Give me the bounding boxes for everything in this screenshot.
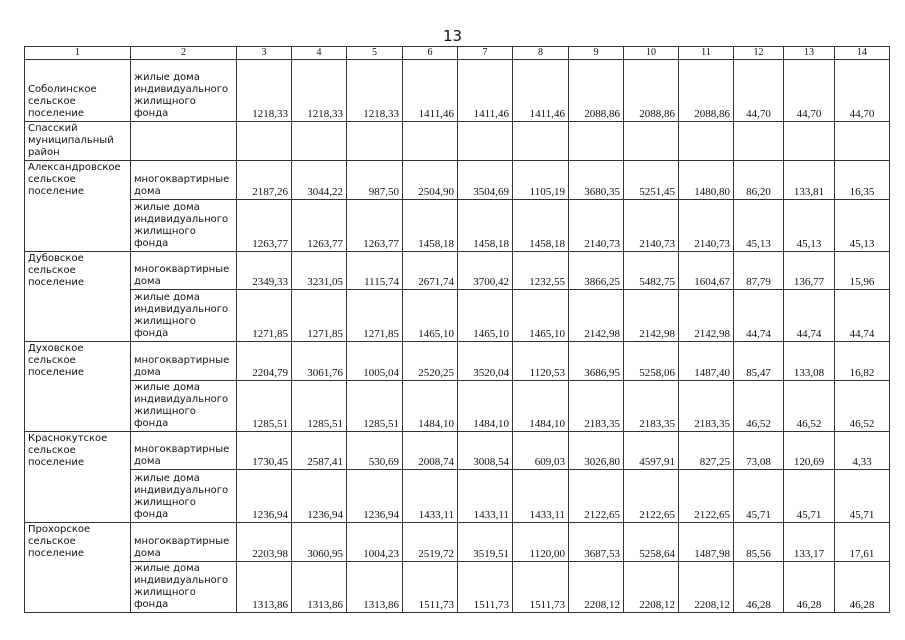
value-cell: 1232,55 <box>513 251 569 290</box>
table-row <box>25 431 890 470</box>
value-cell: 5251,45 <box>624 161 679 200</box>
value-cell: 46,52 <box>835 380 890 431</box>
value-cell <box>458 122 513 161</box>
value-cell: 3504,69 <box>458 161 513 200</box>
table-row <box>25 60 890 122</box>
value-cell: 3686,95 <box>569 342 624 381</box>
value-cell: 1487,98 <box>679 523 734 562</box>
value-cell: 1005,04 <box>347 342 403 381</box>
value-cell: 1285,51 <box>292 380 347 431</box>
table-row <box>25 251 890 290</box>
value-cell: 1411,46 <box>458 60 513 122</box>
value-cell: 2208,12 <box>569 561 624 612</box>
value-cell <box>292 122 347 161</box>
value-cell: 3520,04 <box>458 342 513 381</box>
value-cell: 3700,42 <box>458 251 513 290</box>
value-cell: 2520,25 <box>403 342 458 381</box>
value-cell <box>734 122 784 161</box>
column-header: 10 <box>624 47 679 60</box>
value-cell: 1285,51 <box>237 380 292 431</box>
value-cell: 1411,46 <box>513 60 569 122</box>
settlement-name-cell <box>25 380 131 431</box>
value-cell: 45,13 <box>784 199 835 251</box>
housing-type-cell: многоквартирные дома <box>131 431 237 470</box>
value-cell: 1484,10 <box>403 380 458 431</box>
column-header: 6 <box>403 47 458 60</box>
value-cell: 1458,18 <box>403 199 458 251</box>
housing-type-cell: жилые дома индивидуального жилищного фонда <box>131 470 237 523</box>
value-cell: 44,74 <box>734 290 784 342</box>
settlement-name-cell: Соболинское сельское поселение <box>25 60 131 122</box>
value-cell: 3231,05 <box>292 251 347 290</box>
value-cell: 1120,53 <box>513 342 569 381</box>
value-cell <box>347 122 403 161</box>
value-cell: 1236,94 <box>237 470 292 523</box>
table-row <box>25 161 890 200</box>
value-cell: 1487,40 <box>679 342 734 381</box>
column-header: 8 <box>513 47 569 60</box>
value-cell: 2142,98 <box>679 290 734 342</box>
value-cell: 2183,35 <box>679 380 734 431</box>
value-cell: 1115,74 <box>347 251 403 290</box>
value-cell: 2671,74 <box>403 251 458 290</box>
value-cell: 1263,77 <box>347 199 403 251</box>
value-cell <box>624 122 679 161</box>
settlement-name-cell <box>25 290 131 342</box>
value-cell: 2208,12 <box>624 561 679 612</box>
value-cell: 2140,73 <box>569 199 624 251</box>
housing-type-cell: жилые дома индивидуального жилищного фонда <box>131 380 237 431</box>
settlement-name-cell <box>25 561 131 612</box>
housing-type-cell: многоквартирные дома <box>131 251 237 290</box>
settlement-name-cell: Спасский муниципальный район <box>25 122 131 161</box>
value-cell: 44,74 <box>835 290 890 342</box>
value-cell: 1465,10 <box>513 290 569 342</box>
tariff-table <box>24 46 890 613</box>
housing-type-cell: жилые дома индивидуального жилищного фонда <box>131 290 237 342</box>
value-cell: 827,25 <box>679 431 734 470</box>
value-cell: 4597,91 <box>624 431 679 470</box>
value-cell: 987,50 <box>347 161 403 200</box>
value-cell: 530,69 <box>347 431 403 470</box>
value-cell: 45,71 <box>835 470 890 523</box>
value-cell: 46,52 <box>784 380 835 431</box>
value-cell: 44,74 <box>784 290 835 342</box>
value-cell: 3680,35 <box>569 161 624 200</box>
value-cell: 2208,12 <box>679 561 734 612</box>
housing-type-cell: многоквартирные дома <box>131 161 237 200</box>
value-cell: 1285,51 <box>347 380 403 431</box>
value-cell: 2504,90 <box>403 161 458 200</box>
column-header: 14 <box>835 47 890 60</box>
housing-type-cell: многоквартирные дома <box>131 523 237 562</box>
value-cell: 1263,77 <box>237 199 292 251</box>
value-cell: 1218,33 <box>292 60 347 122</box>
value-cell: 3026,80 <box>569 431 624 470</box>
value-cell: 86,20 <box>734 161 784 200</box>
value-cell: 1313,86 <box>237 561 292 612</box>
settlement-name-cell: Краснокутское сельское поселение <box>25 431 131 470</box>
settlement-name-cell: Прохорское сельское поселение <box>25 523 131 562</box>
value-cell: 1313,86 <box>292 561 347 612</box>
value-cell: 2142,98 <box>624 290 679 342</box>
column-header: 1 <box>25 47 131 60</box>
value-cell: 2587,41 <box>292 431 347 470</box>
value-cell: 2088,86 <box>569 60 624 122</box>
value-cell: 44,70 <box>784 60 835 122</box>
value-cell: 1465,10 <box>403 290 458 342</box>
value-cell: 3061,76 <box>292 342 347 381</box>
value-cell: 2088,86 <box>679 60 734 122</box>
value-cell: 5258,64 <box>624 523 679 562</box>
value-cell: 2204,79 <box>237 342 292 381</box>
value-cell: 85,56 <box>734 523 784 562</box>
value-cell: 1458,18 <box>458 199 513 251</box>
value-cell: 1511,73 <box>513 561 569 612</box>
column-header: 4 <box>292 47 347 60</box>
column-header: 3 <box>237 47 292 60</box>
value-cell: 2088,86 <box>624 60 679 122</box>
housing-type-cell: жилые дома индивидуального жилищного фонда <box>131 561 237 612</box>
value-cell: 46,28 <box>734 561 784 612</box>
value-cell: 2140,73 <box>679 199 734 251</box>
table-row <box>25 342 890 381</box>
value-cell: 1480,80 <box>679 161 734 200</box>
column-header: 12 <box>734 47 784 60</box>
value-cell: 1004,23 <box>347 523 403 562</box>
value-cell: 3687,53 <box>569 523 624 562</box>
housing-type-cell: жилые дома индивидуального жилищного фонда <box>131 199 237 251</box>
value-cell: 2142,98 <box>569 290 624 342</box>
housing-type-cell <box>131 122 237 161</box>
value-cell: 1263,77 <box>292 199 347 251</box>
value-cell: 45,71 <box>734 470 784 523</box>
table-row <box>25 523 890 562</box>
value-cell: 1313,86 <box>347 561 403 612</box>
housing-type-cell: жилые дома индивидуального жилищного фонда <box>131 60 237 122</box>
value-cell: 136,77 <box>784 251 835 290</box>
value-cell: 45,13 <box>734 199 784 251</box>
value-cell: 1411,46 <box>403 60 458 122</box>
column-header: 9 <box>569 47 624 60</box>
value-cell: 1465,10 <box>458 290 513 342</box>
value-cell: 44,70 <box>734 60 784 122</box>
page-number: 13 <box>442 27 463 45</box>
settlement-name-cell <box>25 470 131 523</box>
value-cell: 46,28 <box>784 561 835 612</box>
housing-type-cell: многоквартирные дома <box>131 342 237 381</box>
value-cell: 2122,65 <box>679 470 734 523</box>
value-cell: 5482,75 <box>624 251 679 290</box>
value-cell: 3519,51 <box>458 523 513 562</box>
settlement-name-cell <box>25 199 131 251</box>
settlement-name-cell: Духовское сельское поселение <box>25 342 131 381</box>
value-cell: 133,81 <box>784 161 835 200</box>
column-header: 7 <box>458 47 513 60</box>
value-cell: 16,82 <box>835 342 890 381</box>
value-cell: 2183,35 <box>624 380 679 431</box>
table-row <box>25 380 890 431</box>
value-cell: 4,33 <box>835 431 890 470</box>
value-cell: 1484,10 <box>458 380 513 431</box>
value-cell: 1218,33 <box>347 60 403 122</box>
value-cell: 2008,74 <box>403 431 458 470</box>
value-cell: 1271,85 <box>292 290 347 342</box>
value-cell: 45,71 <box>784 470 835 523</box>
value-cell: 609,03 <box>513 431 569 470</box>
value-cell: 1271,85 <box>237 290 292 342</box>
table-row <box>25 470 890 523</box>
value-cell: 2519,72 <box>403 523 458 562</box>
value-cell: 46,52 <box>734 380 784 431</box>
value-cell: 87,79 <box>734 251 784 290</box>
value-cell: 85,47 <box>734 342 784 381</box>
value-cell: 1730,45 <box>237 431 292 470</box>
column-header: 11 <box>679 47 734 60</box>
value-cell: 120,69 <box>784 431 835 470</box>
settlement-name-cell: Дубовское сельское поселение <box>25 251 131 290</box>
value-cell: 44,70 <box>835 60 890 122</box>
value-cell: 1236,94 <box>292 470 347 523</box>
value-cell: 2349,33 <box>237 251 292 290</box>
value-cell: 1120,00 <box>513 523 569 562</box>
value-cell <box>835 122 890 161</box>
value-cell <box>679 122 734 161</box>
value-cell: 1271,85 <box>347 290 403 342</box>
value-cell <box>784 122 835 161</box>
value-cell: 133,17 <box>784 523 835 562</box>
table-row <box>25 561 890 612</box>
value-cell <box>237 122 292 161</box>
value-cell: 2122,65 <box>569 470 624 523</box>
value-cell: 3008,54 <box>458 431 513 470</box>
value-cell: 2140,73 <box>624 199 679 251</box>
header-row <box>25 47 890 60</box>
settlement-name-cell: Александровское сельское поселение <box>25 161 131 200</box>
value-cell: 1511,73 <box>458 561 513 612</box>
value-cell: 1433,11 <box>513 470 569 523</box>
value-cell: 45,13 <box>835 199 890 251</box>
value-cell: 1484,10 <box>513 380 569 431</box>
value-cell: 16,35 <box>835 161 890 200</box>
table-row <box>25 122 890 161</box>
value-cell: 1604,67 <box>679 251 734 290</box>
column-header: 5 <box>347 47 403 60</box>
value-cell: 3044,22 <box>292 161 347 200</box>
value-cell: 46,28 <box>835 561 890 612</box>
value-cell: 5258,06 <box>624 342 679 381</box>
table-row <box>25 199 890 251</box>
value-cell: 1433,11 <box>403 470 458 523</box>
value-cell: 3866,25 <box>569 251 624 290</box>
value-cell <box>569 122 624 161</box>
value-cell <box>513 122 569 161</box>
value-cell <box>403 122 458 161</box>
value-cell: 73,08 <box>734 431 784 470</box>
value-cell: 2203,98 <box>237 523 292 562</box>
value-cell: 1511,73 <box>403 561 458 612</box>
value-cell: 2122,65 <box>624 470 679 523</box>
value-cell: 17,61 <box>835 523 890 562</box>
column-header: 13 <box>784 47 835 60</box>
value-cell: 1105,19 <box>513 161 569 200</box>
value-cell: 1458,18 <box>513 199 569 251</box>
value-cell: 133,08 <box>784 342 835 381</box>
value-cell: 1433,11 <box>458 470 513 523</box>
value-cell: 2187,26 <box>237 161 292 200</box>
value-cell: 15,96 <box>835 251 890 290</box>
column-header: 2 <box>131 47 237 60</box>
value-cell: 1218,33 <box>237 60 292 122</box>
value-cell: 3060,95 <box>292 523 347 562</box>
table-row <box>25 290 890 342</box>
value-cell: 2183,35 <box>569 380 624 431</box>
value-cell: 1236,94 <box>347 470 403 523</box>
